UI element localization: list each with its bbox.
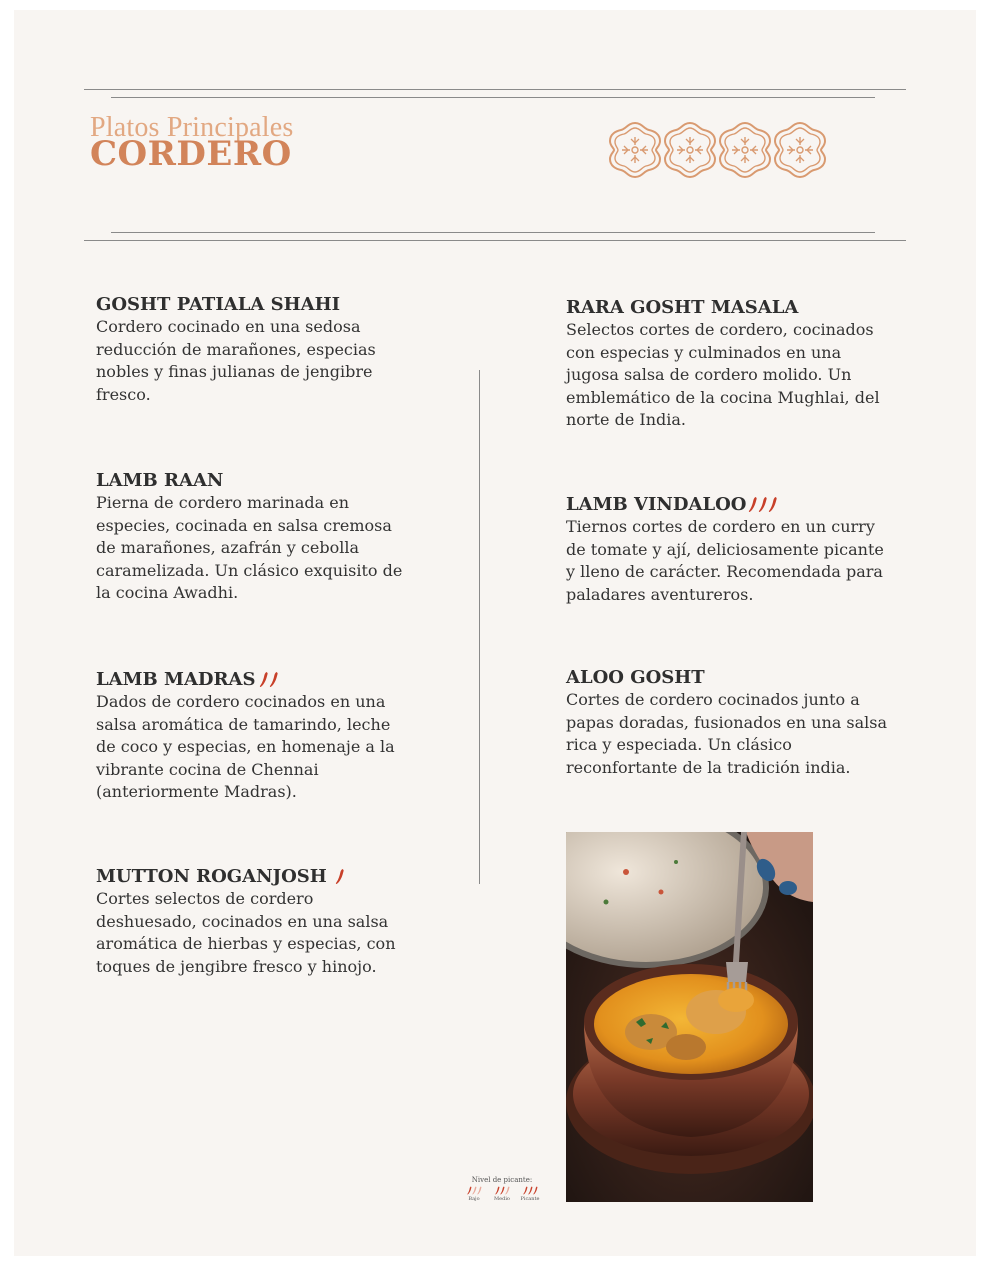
chili-icon bbox=[269, 671, 279, 688]
header-rule-inner bbox=[111, 232, 875, 233]
section-title: CORDERO bbox=[90, 134, 292, 174]
dish-name: ALOO GOSHT bbox=[566, 667, 705, 688]
spice-legend-item-hot bbox=[516, 1186, 544, 1202]
chili-icon bbox=[477, 1186, 482, 1195]
top-rule-outer bbox=[84, 89, 906, 90]
spice-legend-label: Picante bbox=[520, 1196, 540, 1202]
ornament-tile-4 bbox=[775, 123, 825, 177]
ornament-tiles bbox=[608, 121, 830, 179]
spice-legend-label: Bajo bbox=[468, 1196, 480, 1202]
dish-photo bbox=[566, 832, 813, 1202]
curry-bowl-illustration bbox=[566, 832, 813, 1202]
dish-name: LAMB RAAN bbox=[96, 470, 224, 491]
chili-icon bbox=[335, 868, 345, 885]
spice-legend-title: Nivel de picante: bbox=[471, 1176, 533, 1184]
dish-description: Cordero cocinado en una sedosa reducción de marañones, especias nobles y finas julianas de jengibre fresco. bbox=[96, 317, 376, 404]
spice-indicator bbox=[259, 671, 279, 688]
chili-icon bbox=[748, 496, 758, 513]
dish-name: RARA GOSHT MASALA bbox=[566, 297, 799, 318]
spice-legend-item-low bbox=[460, 1186, 488, 1202]
dish-rara-gosht-masala bbox=[566, 296, 896, 432]
header-rule-outer bbox=[84, 240, 906, 241]
dish-description: Cortes selectos de cordero deshuesado, cocinados en una salsa aromática de hierbas y especias, con toques de jengibre fresco y hinojo. bbox=[96, 889, 396, 976]
dish-name: MUTTON ROGANJOSH bbox=[96, 865, 426, 888]
dish-name: LAMB VINDALOO bbox=[566, 493, 896, 516]
ornament-tile-1 bbox=[610, 123, 660, 177]
column-divider bbox=[479, 370, 480, 884]
menu-page bbox=[14, 10, 976, 1256]
dish-name: GOSHT PATIALA SHAHI bbox=[96, 294, 340, 315]
top-rule-inner bbox=[111, 97, 875, 98]
dish-lamb-madras bbox=[96, 668, 426, 804]
dish-gosht-patiala-shahi bbox=[96, 293, 426, 406]
spice-legend-row bbox=[460, 1186, 544, 1202]
dish-name: LAMB MADRAS bbox=[96, 668, 426, 691]
chili-icon bbox=[259, 671, 269, 688]
chili-icon bbox=[505, 1186, 510, 1195]
chili-icon bbox=[758, 496, 768, 513]
ornament-tile-2 bbox=[665, 123, 715, 177]
dish-aloo-gosht bbox=[566, 666, 896, 779]
section-subtitle: Platos Principales bbox=[90, 112, 294, 143]
chili-icons bbox=[495, 1186, 510, 1195]
dish-description: Dados de cordero cocinados en una salsa aromática de tamarindo, leche de coco y especias, en homenaje a la vibrante cocina de Chennai (anteriormente Madras). bbox=[96, 692, 395, 802]
dish-lamb-vindaloo bbox=[566, 493, 896, 606]
spice-legend bbox=[460, 1176, 544, 1202]
spice-legend-label: Medio bbox=[494, 1196, 510, 1202]
dish-mutton-roganjosh bbox=[96, 865, 426, 978]
chili-icons bbox=[467, 1186, 482, 1195]
dish-lamb-raan bbox=[96, 469, 426, 605]
ornament-tile-3 bbox=[720, 123, 770, 177]
dish-description: Pierna de cordero marinada en especies, cocinada en salsa cremosa de marañones, azafrán y cebolla caramelizada. Un clásico exquisito de la cocina Awadhi. bbox=[96, 493, 403, 603]
spice-indicator bbox=[748, 496, 778, 513]
spice-indicator bbox=[335, 868, 345, 885]
chili-icon bbox=[533, 1186, 538, 1195]
dish-description: Cortes de cordero cocinados junto a papas doradas, fusionados en una salsa rica y especiada. Un clásico reconfortante de la tradición india. bbox=[566, 690, 887, 777]
chili-icons bbox=[523, 1186, 538, 1195]
dish-description: Selectos cortes de cordero, cocinados con especias y culminados en una jugosa salsa de cordero molido. Un emblemático de la cocina Mughlai, del norte de India. bbox=[566, 320, 880, 430]
chili-icon bbox=[768, 496, 778, 513]
spice-legend-item-medium bbox=[488, 1186, 516, 1202]
dish-description: Tiernos cortes de cordero en un curry de tomate y ají, deliciosamente picante y lleno de carácter. Recomendada para paladares aventureros. bbox=[566, 517, 884, 604]
